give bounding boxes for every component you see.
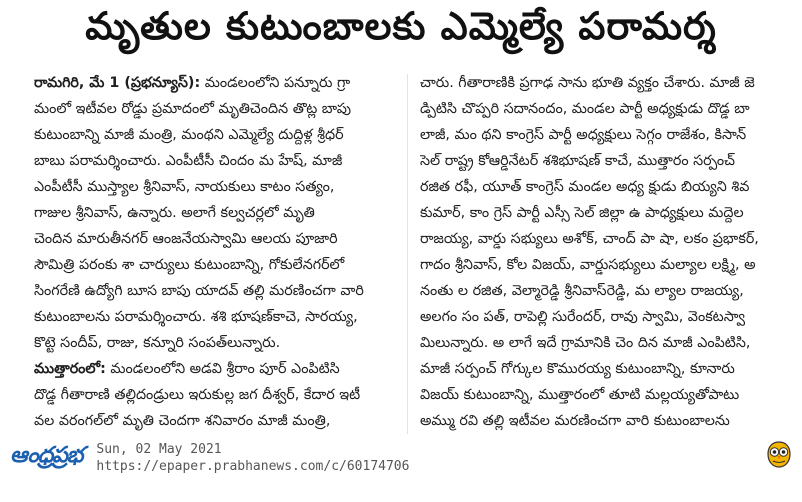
article-line [34, 304, 394, 330]
body-text: కుటుంబాలను పరామర్శించారు. శశి భూషణ్‌కాచె, సారయ్య, [34, 309, 358, 325]
article-line [34, 70, 394, 96]
article-line [34, 356, 394, 382]
body-text: కుటుంబాన్ని మాజీ మంత్రి, మంథని ఎమ్మెల్యే దుద్దిళ్ల శ్రీధర్ [34, 127, 344, 143]
publish-date: Sun, 02 May 2021 [96, 442, 222, 457]
headline: మృతుల కుటుంబాలకు ఎమ్మెల్యే పరామర్శ [85, 4, 717, 48]
body-text: మంలో ఇటీవల రోడ్డు ప్రమాదంలో మృతిచెందిన తొట్ల బాపు [34, 101, 351, 117]
article-line [420, 174, 785, 200]
article-line [420, 330, 785, 356]
article-column-1 [34, 70, 394, 434]
body-text: నంతు ల రజిత, వెల్మారెడ్డి శ్రీనివాస్‌రెడ్డి, మ ల్యాల రాజయ్య, [420, 283, 744, 299]
article-line [420, 408, 785, 434]
footer-meta [96, 441, 409, 475]
body-text: అమ్ము రవి తల్లి ఇటీవల మరణించగా వారి కుటుంబాలను [420, 413, 730, 429]
article-line [34, 408, 394, 434]
body-text: రజిత రఫీ, యూత్ కాంగ్రెస్ మండల అధ్య క్షుడు బియ్యని శివ [420, 179, 750, 195]
article-line [34, 382, 394, 408]
article-line [420, 122, 785, 148]
article-line [420, 70, 785, 96]
body-text: విజయ్ కుటుంబాన్ని, ముత్తారంలో తూటి మల్లయ్యతోపాటు [420, 387, 740, 403]
epaper-link[interactable]: https://epaper.prabhanews.com/c/60174706 [96, 459, 410, 474]
body-text: ఎంపీటీసీ ముస్త్యాల శ్రీనివాస్, నాయకులు కాటం సత్యం, [34, 179, 335, 195]
body-text: వల వరంగల్‌లో మృతి చెందగా శనివారం మాజీ మంత్రి, [34, 413, 331, 429]
publication-logo[interactable]: ఆంధ్రప్రభ [10, 443, 83, 468]
body-text: సౌమిత్రి పరంకు శా చార్యులు కుటుంబాన్ని, గోకులేనగర్‌లో [34, 257, 345, 273]
body-text: డ్పిటిసి చొప్పరి సదానందం, మండల పార్టీ అధ్యక్షుడు దొడ్డ బా [420, 101, 750, 117]
subhead: ముత్తారంలో: [34, 361, 106, 377]
body-text: లాజీ, మం థని కాంగ్రెస్ పార్టీ అధ్యక్షులు సెగ్గం రాజేశం, కిసాన్ [420, 127, 747, 143]
article-line [34, 122, 394, 148]
body-text: మిలున్నారు. అ లాగే ఇదే గ్రామానికి చెం దిన మాజీ ఎంపిటిసి, [420, 335, 751, 351]
article-line [420, 382, 785, 408]
body-text: సింగరేణి ఉద్యోగి బూస బాపు యాదవ్ తల్లి మరణించగా వారి [34, 283, 364, 299]
footer-left [10, 441, 409, 475]
body-text: దొడ్డ గీతారాణి తల్లిదండ్రులు ఇరుకుల్ల జగ దీశ్వర్, కేదార ఇటీ [34, 387, 361, 403]
article-line [34, 330, 394, 356]
body-text: చారు. గీతారాణికి ప్రగాఢ సాను భూతి వ్యక్తం చేశారు. మాజీ జె [420, 75, 755, 91]
footer [0, 437, 802, 502]
article-line [420, 356, 785, 382]
article-line [34, 200, 394, 226]
column-divider [407, 74, 408, 434]
body-text: మాజీ సర్పంచ్ గోగ్కుల కొమురయ్య కుటుంబాన్ని, కూనారు [420, 361, 735, 377]
article-line [34, 278, 394, 304]
dateline: రామగిరి, మే 1 (ప్రభన్యూస్): [34, 75, 201, 91]
body-text: కుమార్, కాం గ్రెస్ పార్టీ ఎస్సీ సెల్ జిల్లా ఉ పాధ్యక్షులు మద్దెల [420, 205, 744, 221]
body-text: మండలంలోని అడవి శ్రీరాం పూర్ ఎంపిటిసి [105, 361, 340, 377]
article-line [420, 96, 785, 122]
article-line [420, 304, 785, 330]
article-line [34, 226, 394, 252]
article-line [34, 148, 394, 174]
body-text: బాబు పరామర్శించారు. ఎంపీటీసీ చిందం మ హేష్, మాజీ [34, 153, 343, 169]
body-text: చెందిన మారుతీనగర్ ఆంజనేయస్వామి ఆలయ పూజారి [34, 231, 338, 247]
owl-icon[interactable] [764, 439, 794, 469]
body-text: అలగం సం పత్, రాపెల్లి సురేందర్, రావు స్వామి, వెంకటస్వా [420, 309, 745, 325]
article-line [420, 200, 785, 226]
article-line [34, 96, 394, 122]
article-line [34, 252, 394, 278]
article-line [34, 174, 394, 200]
article-column-2 [420, 70, 785, 434]
article-line [420, 226, 785, 252]
article-line [420, 252, 785, 278]
body-text: రాజయ్య, వార్డు సభ్యులు అశోక్, చాంద్ పా షా, లకం ప్రభాకర్, [420, 231, 759, 247]
body-text: గాజుల శ్రీనివాస్, ఉన్నారు. అలాగే కల్వచర్లలో మృతి [34, 205, 315, 221]
body-text: సెల్ రాష్ట్ర కోఆర్డినేటర్ శశిభూషణ్ కాచే, ముత్తారం సర్పంచ్ [420, 153, 735, 169]
body-text: గాదం శ్రీనివాస్, కోల విజయ్, వార్డుసభ్యులు మల్యాల లక్ష్మి, అ [420, 257, 756, 273]
article-line [420, 278, 785, 304]
body-text: మండలంలోని పన్నూరు గ్రా [200, 75, 351, 91]
body-text: కొట్టె సందీప్, రాజు, కన్నూరి సంపత్‌లున్నారు. [34, 335, 281, 351]
article-line [420, 148, 785, 174]
